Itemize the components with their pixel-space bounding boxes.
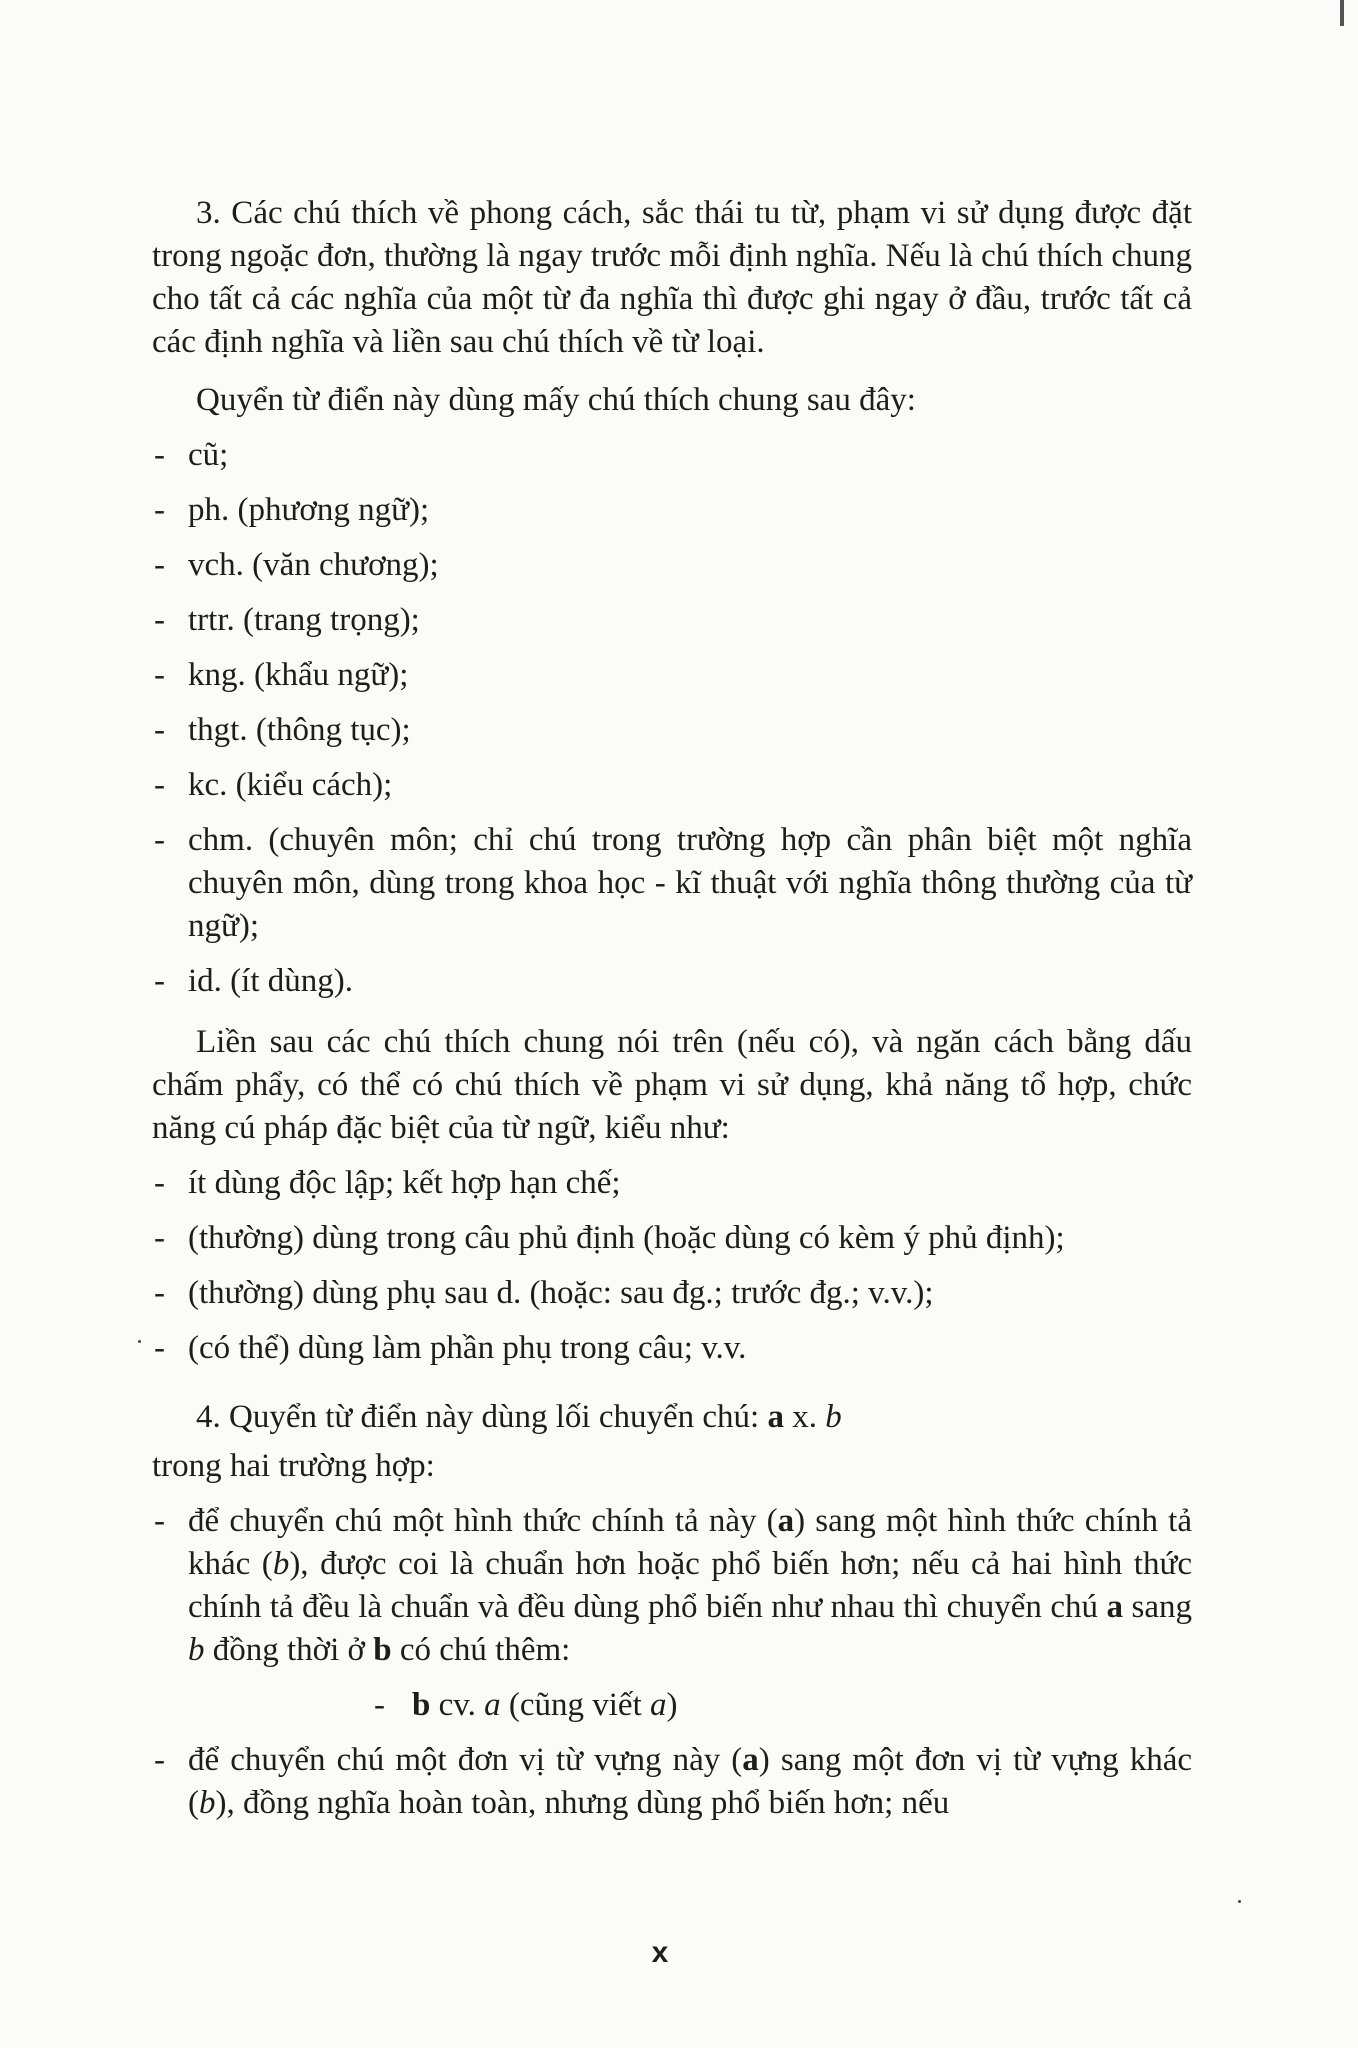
list-item-text: chm. (chuyên môn; chỉ chú trong trường hợp cần phân biệt một nghĩa chuyên môn, dùng trong khoa học - kĩ thuật với nghĩa thông thường của từ ngữ); [188,822,1192,944]
bullet-dash: - [154,657,165,693]
text-run: (cũng viết [500,1687,650,1723]
text-run: ) [666,1687,678,1723]
general-notes-list [152,434,1192,1003]
general-notes-heading: Quyển từ điển này dùng mấy chú thích chung sau đây: [196,382,916,418]
list-item [152,819,1192,948]
bullet-dash: - [154,492,165,528]
list-item-text: trtr. (trang trọng); [188,602,420,638]
text-run: đồng thời ở [204,1632,374,1668]
list-item [152,1500,1192,1672]
list-item-text: kng. (khẩu ngữ); [188,657,409,693]
term-b: b [825,1399,842,1435]
cross-ref-mark: x. [783,1399,826,1435]
bullet-dash: - [154,437,165,473]
term-b: b [412,1687,431,1723]
text-run: để chuyển chú một hình thức chính tả này ( [188,1503,778,1539]
usage-notes-list [152,1162,1192,1370]
list-item-text: vch. (văn chương); [188,547,439,583]
section-4-intro-text: 4. Quyển từ điển này dùng lối chuyển chú: [196,1399,768,1435]
list-item [152,764,1192,807]
bullet-dash: - [154,1275,165,1311]
bullet-dash: - [154,1220,165,1256]
list-item-text: id. (ít dùng). [188,963,353,999]
list-item-text: ít dùng độc lập; kết hợp hạn chế; [188,1165,621,1201]
list-item-text: (có thể) dùng làm phần phụ trong câu; v.v. [188,1330,747,1366]
term-a: a [777,1503,795,1539]
bullet-dash: - [154,602,165,638]
list-item-text: (thường) dùng trong câu phủ định (hoặc dùng có kèm ý phủ định); [188,1220,1065,1256]
bullet-dash: - [154,1165,165,1201]
list-item [152,654,1192,697]
term-b: b [188,1632,205,1668]
text-run: sang [1123,1589,1192,1625]
list-item-text: (thường) dùng phụ sau d. (hoặc: sau đg.; trước đg.; v.v.); [188,1275,934,1311]
cases-label: trong hai trường hợp: [152,1448,435,1484]
list-item [152,1327,1192,1370]
text-run: để chuyển chú một đơn vị từ vựng này ( [188,1742,743,1778]
example-notation [152,1684,1192,1727]
bullet-dash: - [154,1503,165,1539]
bullet-dash: - [154,767,165,803]
list-item [152,1739,1192,1825]
bullet-dash: - [154,963,165,999]
text-run: có chú thêm: [391,1632,571,1668]
text-run: ), đồng nghĩa hoàn toàn, nhưng dùng phổ biến hơn; nếu [215,1785,950,1821]
list-item-text: kc. (kiểu cách); [188,767,393,803]
bullet-dash: - [154,1742,165,1778]
scan-speck [1238,1900,1241,1903]
term-a: a [767,1399,784,1435]
list-item [152,599,1192,642]
term-b: b [373,1632,392,1668]
bullet-dash: - [154,712,165,748]
list-item [152,1272,1192,1315]
term-a: a [650,1687,667,1723]
page-body [152,192,1192,1825]
list-item-text [188,1503,1192,1668]
text-run: ) sang một hình thức chính tả khác ( [188,1503,1193,1582]
list-item [152,960,1192,1003]
list-item-text: thgt. (thông tục); [188,712,411,748]
list-item-text [188,1742,1192,1821]
list-item-text: cũ; [188,437,229,473]
term-b: b [272,1546,290,1582]
list-item-text: ph. (phương ngữ); [188,492,430,528]
usage-notes-intro: Liền sau các chú thích chung nói trên (nếu có), và ngăn cách bằng dấu chấm phẩy, có thể có chú thích về phạm vi sử dụng, khả năng tổ hợp, chức năng cú pháp đặc biệt của từ ngữ, kiểu như: [152,1024,1192,1146]
term-a: a [1106,1589,1124,1625]
bullet-dash: - [154,822,165,858]
list-item [152,709,1192,752]
scan-speck [138,1340,141,1343]
scan-edge-mark [1340,0,1344,26]
bullet-dash: - [374,1687,385,1723]
text-run: ), được coi là chuẩn hơn hoặc phổ biến hơn; nếu cả hai hình thức chính tả đều là chuẩn và đều dùng phổ biến như nhau thì chuyển chú [188,1546,1192,1625]
page-number: x [651,1936,669,1969]
list-item [152,544,1192,587]
bullet-dash: - [154,547,165,583]
text-run: ) sang một đơn vị từ vựng khác ( [188,1742,1192,1821]
list-item [152,489,1192,532]
list-item [152,1217,1192,1260]
term-b: b [199,1785,216,1821]
term-a: a [484,1687,501,1723]
list-item [152,1162,1192,1205]
list-item [152,434,1192,477]
section-3-intro: 3. Các chú thích về phong cách, sắc thái tu từ, phạm vi sử dụng được đặt trong ngoặc đơn, thường là ngay trước mỗi định nghĩa. Nếu là chú thích chung cho tất cả các nghĩa của một từ đa nghĩa thì được ghi ngay ở đầu, trước tất cả các định nghĩa và liền sau chú thích về từ loại. [152,195,1192,360]
cross-reference-cases [152,1500,1192,1825]
term-a: a [742,1742,759,1778]
section-4-intro [152,1396,1192,1439]
text-run: cv. [430,1687,485,1723]
bullet-dash: - [154,1330,165,1366]
